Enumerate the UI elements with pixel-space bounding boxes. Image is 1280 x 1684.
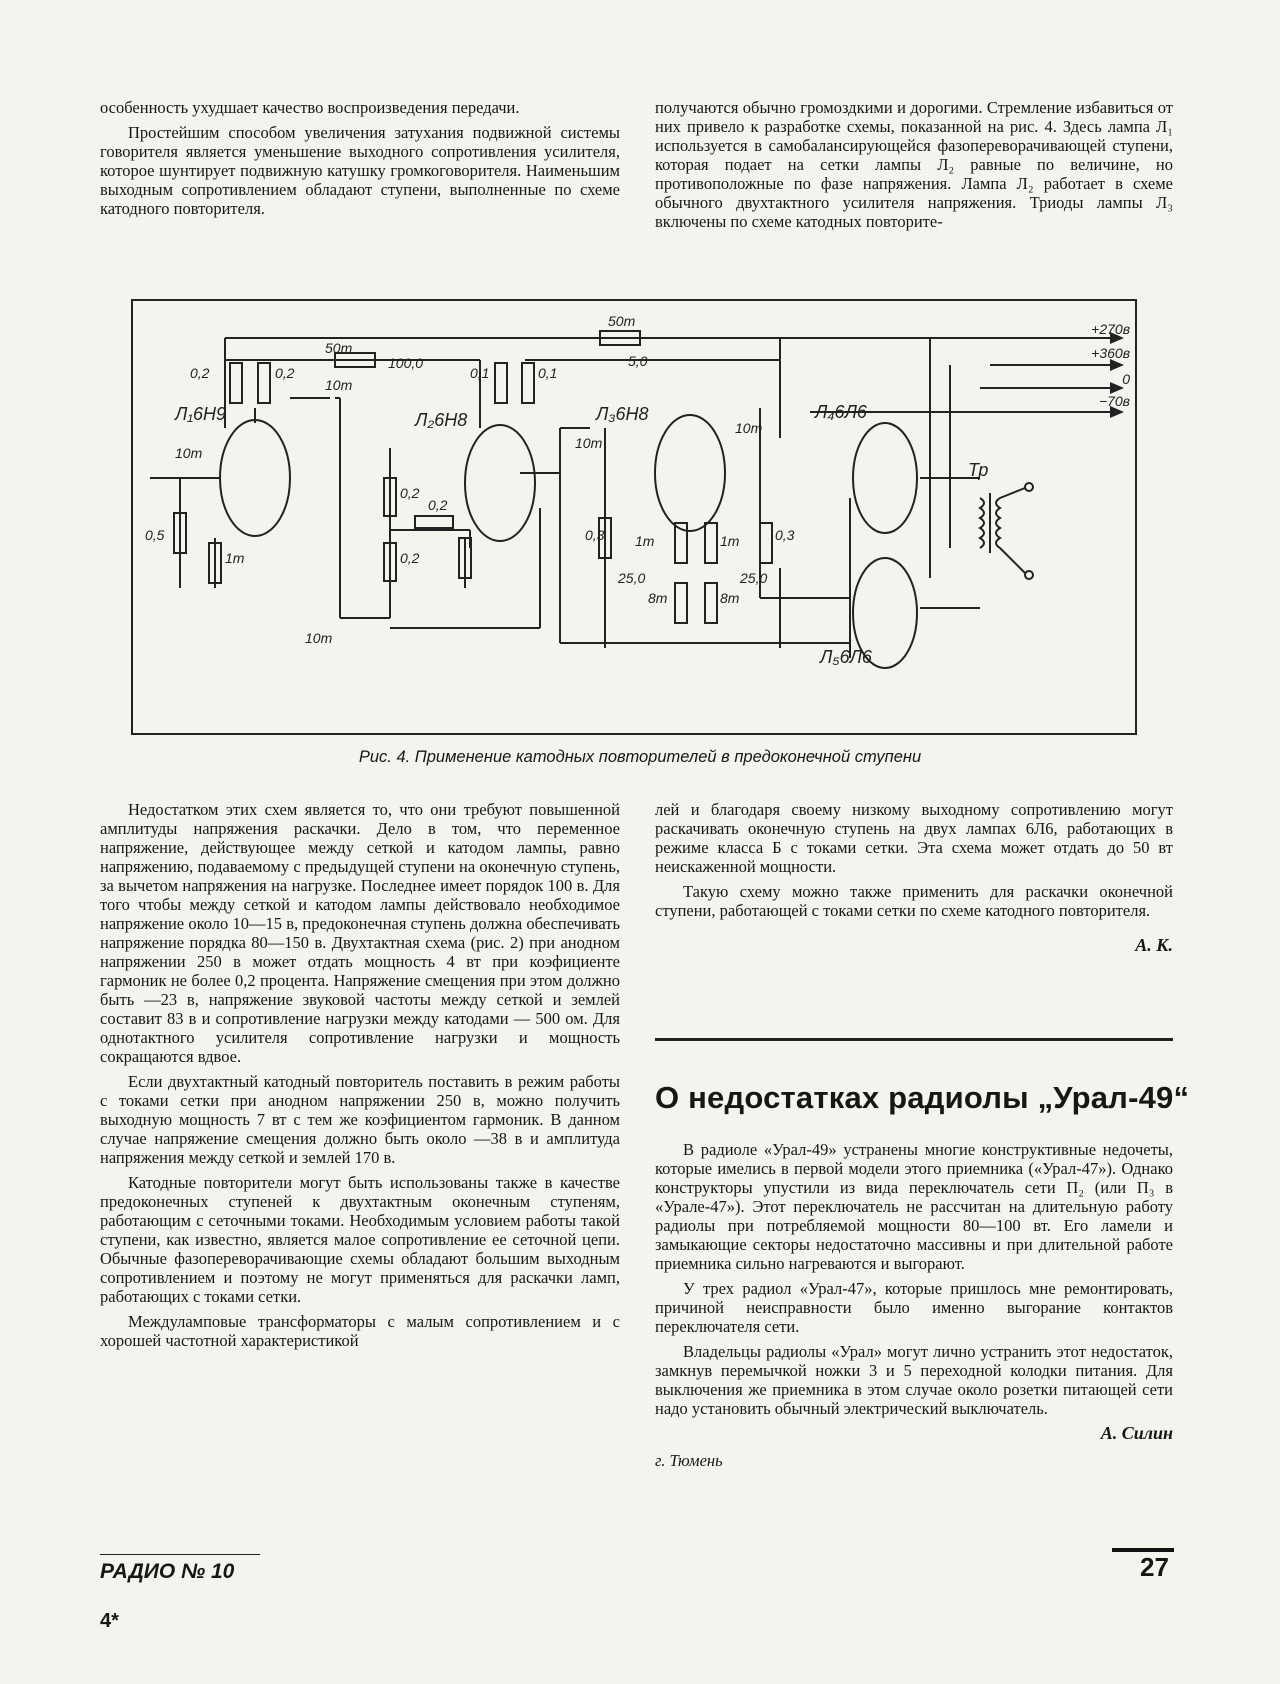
figure-caption: Рис. 4. Применение катодных повторителей в предоконечной ступени [358,748,922,766]
tube-l1 [220,420,290,536]
resistor-8t-a [675,583,687,623]
terminal-a [1025,483,1033,491]
paragraph: получаются обычно громоздкими и дорогими. Стремление избавиться от них привело к разработке схемы, показанной на рис. 4. Здесь лампа Л₁ используется в самобалансирующейся фазопереворачивающей ступени, которая подает на сетки лампы Л₂ равные по величине, но противоположные по фазе напряжения. Лампа Л₂ работает в схеме обычного двухтактного усилителя напряжения. Триоды лампы Л₃ включены по схеме катодных повторите- [655,98,1173,231]
paragraph: Простейшим способом увеличения затухания подвижной системы говорителя является уменьшение выходного сопротивления усилителя, которое шунтирует подвижную катушку громкоговорителя. Наименьшим выходным сопротивлением обладают ступени, выполненные по схеме катодного повторителя. [100,123,620,218]
tube-label-l1: Л₁6Н9 [175,404,227,424]
label-r02a: 0,2 [190,365,210,381]
label-r8a: 8т [648,590,668,606]
article-city: г. Тюмень [655,1451,723,1470]
paragraph: Такую схему можно также применить для раскачки оконечной ступени, работающей с токами сетки по схеме катодного повторителя. [655,882,1173,920]
tube-label-l2: Л₂6Н8 [415,410,468,430]
label-r01a: 0,1 [470,365,490,381]
tube-label-l4: Л₄6Л6 [815,402,867,422]
paragraph: Если двухтактный катодный повторитель поставить в режим работы с токами сетки при анодном напряжении 250 в, можно получить выходную мощность 7 вт с тем же коэфициентом гармоник. В данном случае напряжение смещения должно быть около —38 в и амплитуда напряжения между сеткой и землей 170 в. [100,1072,620,1167]
tube-label-l3: Л₃6Н8 [596,404,649,424]
label-r03a: 0,3 [585,527,605,543]
resistor-02-b [258,363,270,403]
label-c10c: 10т [735,420,763,436]
label-r03b: 0,3 [775,527,795,543]
paragraph: У трех радиол «Урал-47», которые пришлось мне ремонтировать, причиной неисправности было именно выгорание контактов переключателя сети. [655,1279,1173,1336]
page-number: 27 [1140,1552,1169,1582]
label-c10in: 10т [175,445,203,461]
label-r50a: 50т [325,340,353,356]
paragraph: Междуламповые трансформаторы с малым сопротивлением и с хорошей частотной характеристикой [100,1312,620,1350]
paragraph: Владельцы радиолы «Урал» могут лично устранить этот недостаток, замкнув перемычкой ножки 3 и 5 переходной колодки питания. Для выключения же приемника в этом случае около розетки питающей сети надо установить обычный электрический выключатель. [655,1342,1173,1418]
top-left-column [100,98,620,224]
article-signature-ak: А. К. [1135,935,1173,955]
footer-rule [100,1554,260,1555]
circuit-diagram [130,298,1140,736]
paragraph: Недостатком этих схем является то, что они требуют повышенной амплитуды напряжения раскачки. Дело в том, что переменное напряжение, действующее между сеткой и катодом лампы, равно напряжению, подаваемому с предыдущей ступени на оконечную ступень, за вычетом напряжения на нагрузке. Последнее имеет порядок 100 в. Для того чтобы между сеткой и катодом лампы действовало необходимое напряжение около 10—15 в, предоконечная ступень должна обеспечивать напряжение порядка 80—150 в. Двухтактная схема (рис. 2) при анодном напряжении 250 в может отдать мощность 4 вт при коэфициенте гармоник не более 0,2 процента. Напряжение смещения при этом должно быть —23 в, напряжение звуковой частоты между сеткой и землей составит 83 в и сопротивление нагрузки между катодами — 500 ом. Для однотактного усилителя сопротивление нагрузки и мощность сокращаются вдвое. [100,800,620,1066]
label-r1d: 1т [720,533,740,549]
tube-l3 [655,415,725,531]
transformer-primary [980,498,984,548]
label-r02d: 0,2 [400,550,420,566]
paragraph: Катодные повторители могут быть использованы также в качестве предоконечных ступеней к двухтактным оконечным ступеням, работающим с сеточными токами. Необходимым условием работы такой ступени, как известно, является малое сопротивление ее сеточной цепи. Обычные фазопереворачивающие схемы обладают большим выходным сопротивлением и поэтому не могут применяться для раскачки ламп, работающих с токами сетки. [100,1173,620,1306]
label-plus270: +270в [1091,321,1130,337]
magazine-issue: РАДИО № 10 [100,1560,235,1583]
circuit-schematic [130,298,1140,736]
label-c50: 5,0 [628,353,648,369]
tube-l4 [853,423,917,533]
article-body [655,1140,1173,1476]
label-plus360: +360в [1091,345,1130,361]
label-r02e: 0,2 [428,497,448,513]
resistor-8t-b [705,583,717,623]
transformer-secondary [996,498,1000,548]
label-c25b: 25,0 [740,570,768,586]
article-headline: О недостатках радиолы „Урал-49“ [655,1080,1190,1115]
label-c10b: 10т [575,435,603,451]
label-r02b: 0,2 [275,365,295,381]
resistor-1t-d [705,523,717,563]
label-r01b: 0,1 [538,365,558,381]
tube-label-l5: Л₅6Л6 [820,647,872,667]
label-r02c: 0,2 [400,485,420,501]
resistor-03-b [760,523,772,563]
article-signature: А. Силин [1100,1423,1173,1443]
resistor-02-a [230,363,242,403]
paragraph: лей и благодаря своему низкому выходному сопротивлению могут раскачивать оконечную ступень на двух лампах 6Л6, работающих в режиме класса Б с токами сетки. Эта схема может отдать до 50 вт неискаженной мощности. [655,800,1173,876]
label-r8b: 8т [720,590,740,606]
sheet-mark: 4* [100,1610,119,1632]
resistor-02-e [415,516,453,528]
label-c100: 100,0 [388,355,424,371]
label-c10bottom: 10т [305,630,333,646]
bottom-right-column [655,800,1173,963]
resistor-01-a [495,363,507,403]
label-minus70: −70в [1098,393,1130,409]
label-zero: 0 [1122,371,1130,387]
label-r1a: 1т [225,550,245,566]
resistor-01-b [522,363,534,403]
label-r50b: 50т [608,313,636,329]
label-r1c: 1т [635,533,655,549]
paragraph: В радиоле «Урал-49» устранены многие конструктивные недочеты, которые имелись в первой модели этого приемника («Урал-47»). Однако конструкторы упустили из вида переключатель сети П₂ (или П₃ в «Урале-47»). Этот переключатель не рассчитан на длительную работу радиолы при потребляемой мощности 80—100 вт. Его ламели и замыкающие секторы недостаточно массивны и при длительной работе приемника сильно нагреваются и выгорают. [655,1140,1173,1273]
bottom-left-column [100,800,620,1356]
label-c10a: 10т [325,377,353,393]
terminal-b [1025,571,1033,579]
article-divider [655,1038,1173,1041]
top-right-column [655,98,1173,237]
label-r05: 0,5 [145,527,165,543]
transformer-label: Тр [968,460,989,480]
tube-l2 [465,425,535,541]
label-c25a: 25,0 [618,570,646,586]
paragraph: особенность ухудшает качество воспроизведения передачи. [100,98,520,117]
